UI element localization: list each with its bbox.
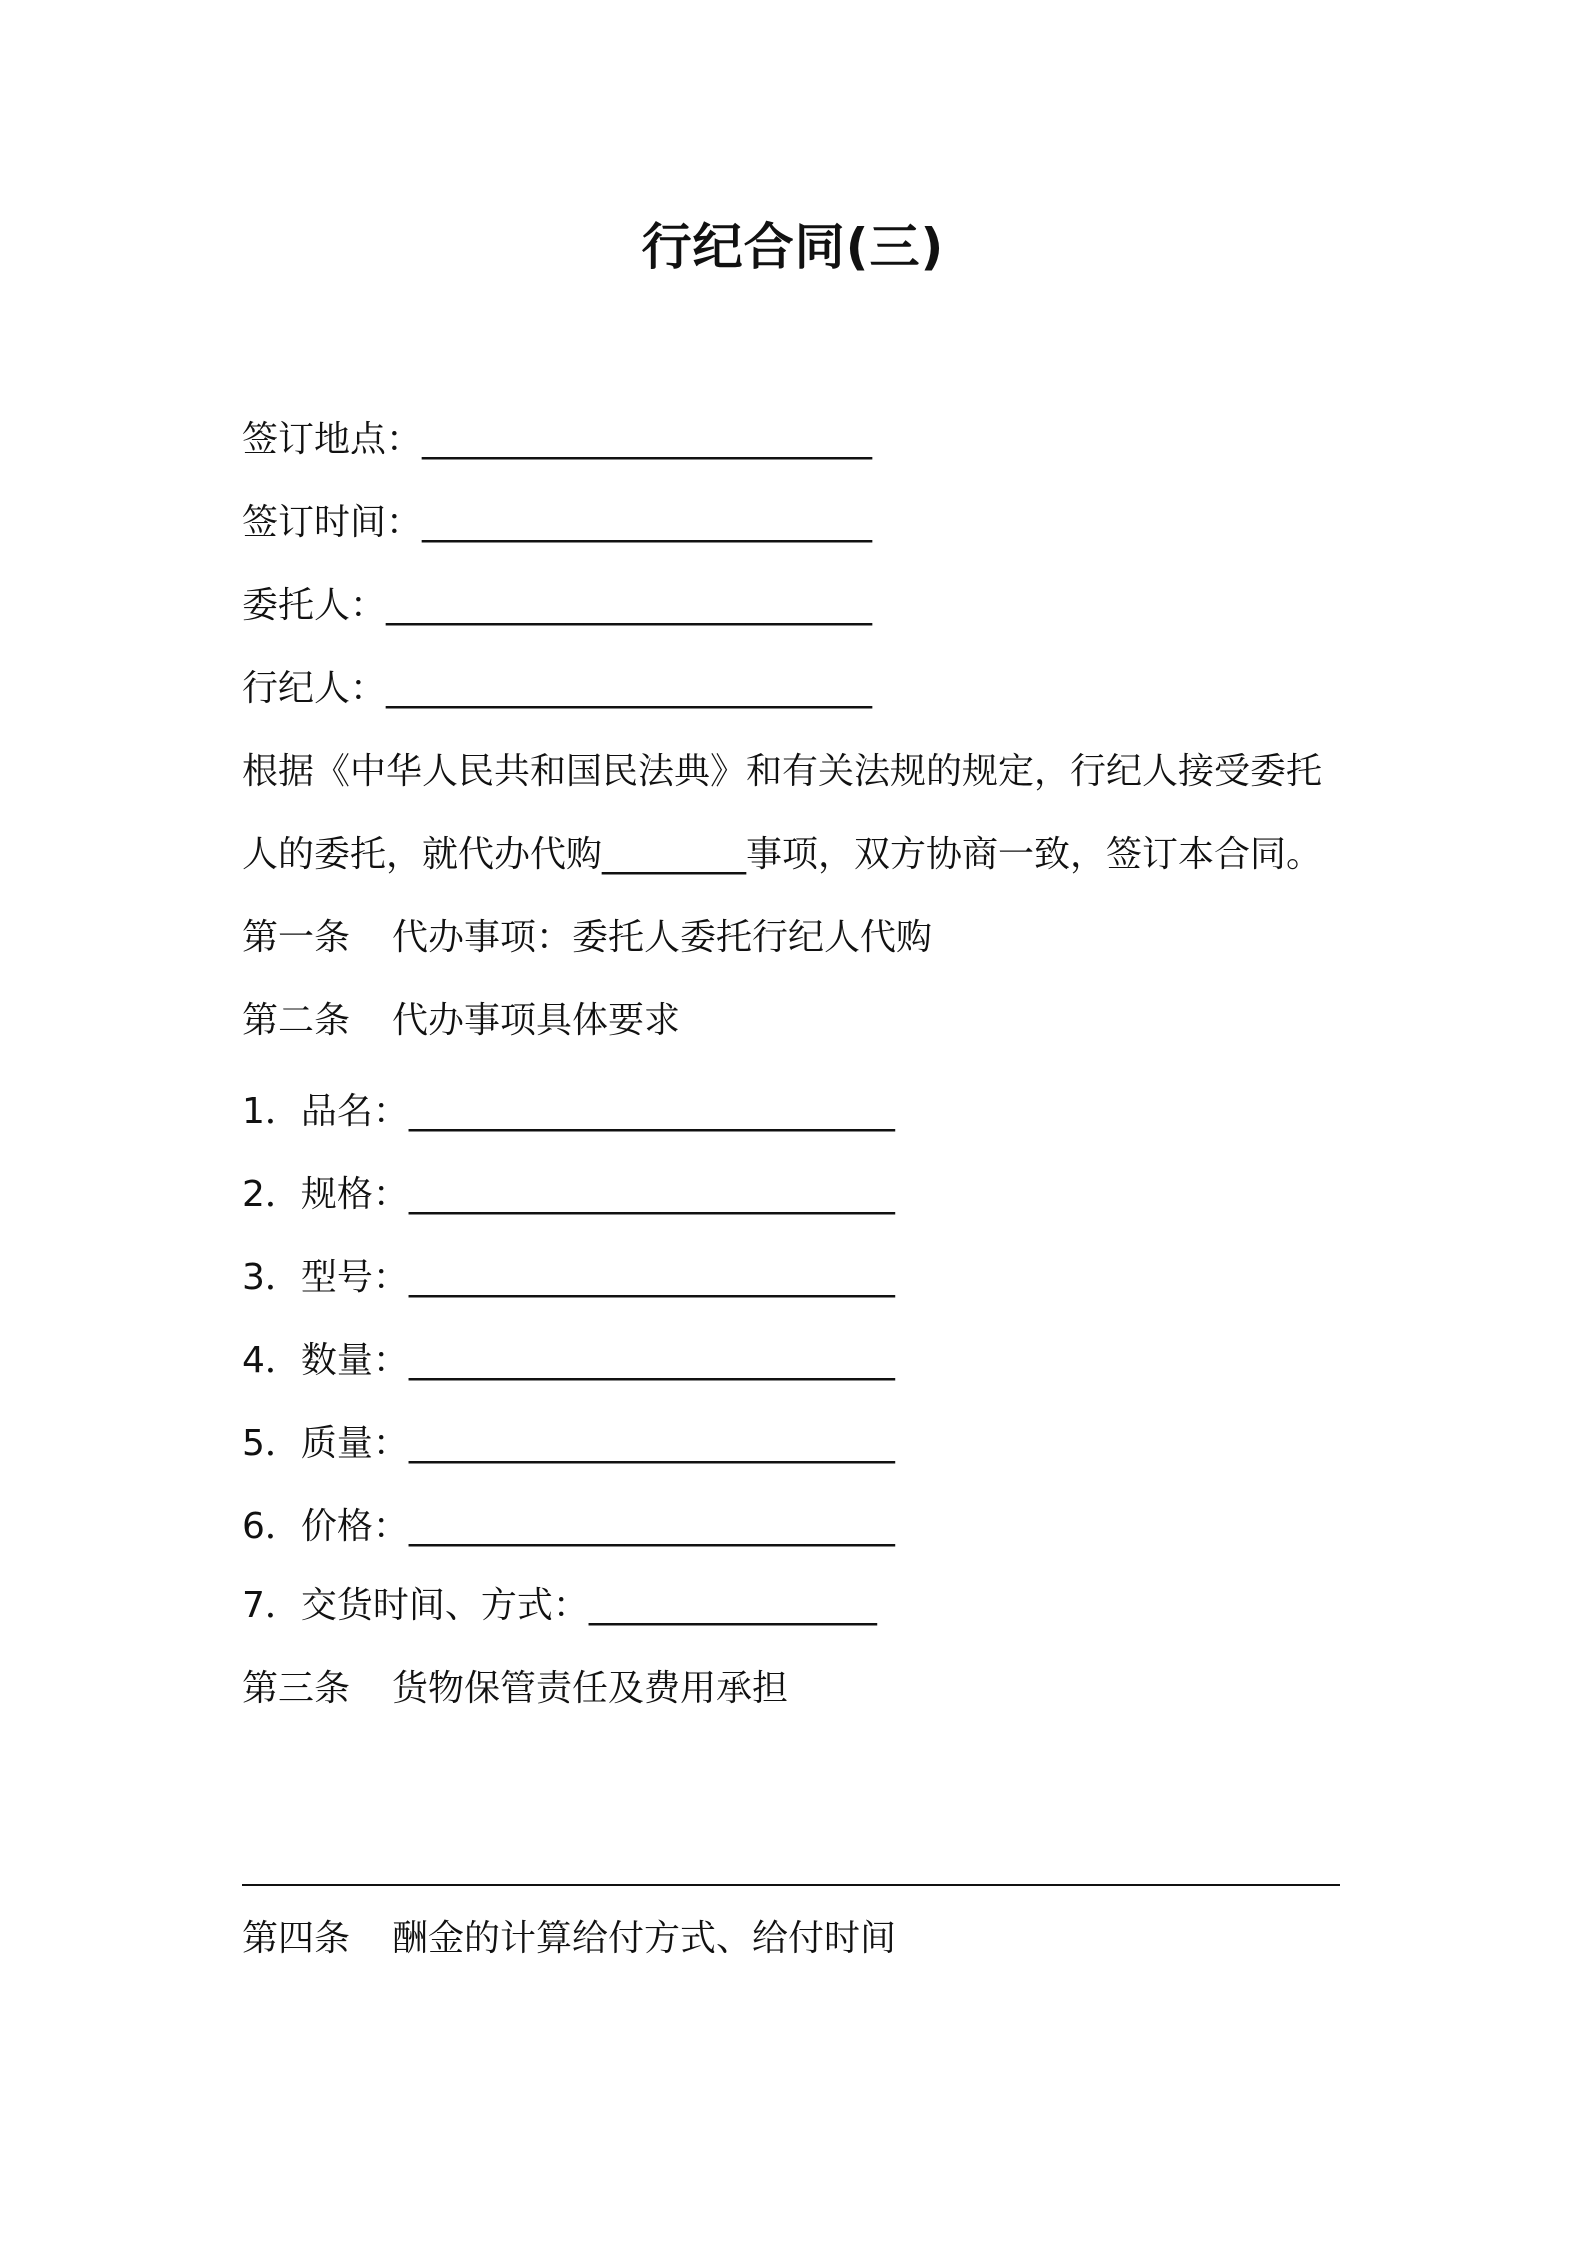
item-product-name: 1．品名：___________________________ bbox=[242, 1091, 895, 1132]
item-quantity: 4．数量：___________________________ bbox=[242, 1340, 895, 1381]
item-quality: 5．质量：___________________________ bbox=[242, 1423, 895, 1464]
article-4-text: 酬金的计算给付方式、给付时间 bbox=[392, 1918, 897, 1959]
item-delivery: 7．交货时间、方式：________________ bbox=[242, 1585, 877, 1626]
article-3 bbox=[242, 1663, 788, 1715]
sign-time-field: 签订时间：_________________________ bbox=[242, 502, 873, 543]
article-1 bbox=[242, 912, 932, 964]
item-price: 6．价格：___________________________ bbox=[242, 1506, 895, 1547]
sign-place-field: 签订地点：_________________________ bbox=[242, 419, 873, 460]
item-specification: 2．规格：___________________________ bbox=[242, 1174, 895, 1215]
commission-agent-field: 行纪人：___________________________ bbox=[242, 668, 873, 709]
item-model: 3．型号：___________________________ bbox=[242, 1257, 895, 1298]
principal-field: 委托人：___________________________ bbox=[242, 585, 873, 626]
article-3-text: 货物保管责任及费用承担 bbox=[392, 1668, 789, 1709]
article-4 bbox=[242, 1913, 896, 1965]
article-2-number: 第二条 bbox=[242, 1000, 351, 1041]
article-2 bbox=[242, 995, 680, 1047]
article-3-number: 第三条 bbox=[242, 1668, 351, 1709]
article-1-text: 代办事项：委托人委托行纪人代购 bbox=[392, 917, 933, 958]
article-2-text: 代办事项具体要求 bbox=[392, 1000, 681, 1041]
intro-paragraph-line-2: 人的委托，就代办代购________事项，双方协商一致，签订本合同。 bbox=[242, 834, 1323, 875]
fill-in-blank-line bbox=[242, 1884, 1340, 1886]
article-4-number: 第四条 bbox=[242, 1918, 351, 1959]
document-title: 行纪合同(三) bbox=[641, 218, 945, 276]
article-1-number: 第一条 bbox=[242, 917, 351, 958]
intro-paragraph-line-1: 根据《中华人民共和国民法典》和有关法规的规定，行纪人接受委托 bbox=[242, 751, 1323, 792]
